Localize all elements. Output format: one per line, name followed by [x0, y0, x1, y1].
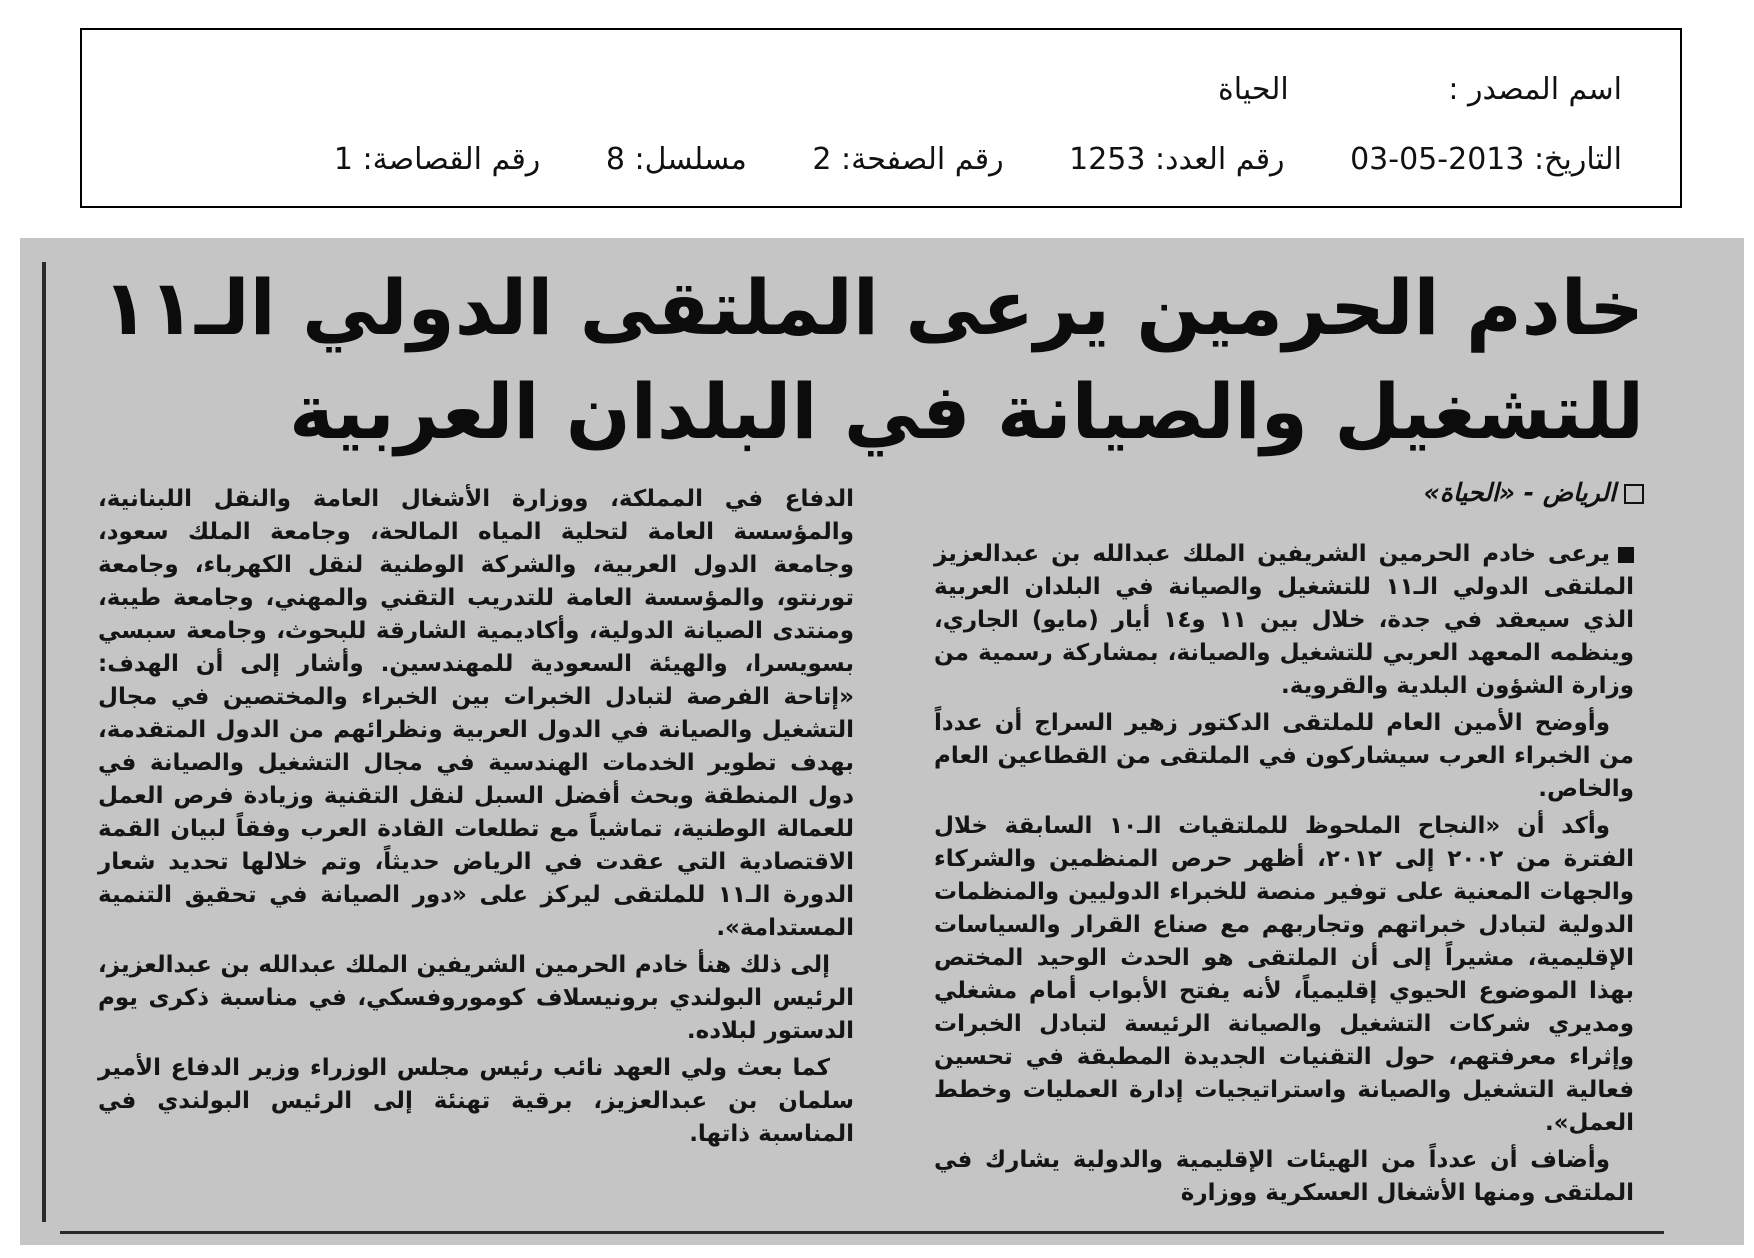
meta-page [812, 142, 1003, 177]
paragraph-text: يرعى خادم الحرمين الشريفين الملك عبدالله بن عبدالعزيز الملتقى الدولي الـ١١ للتشغيل والصيانة في البلدان العربية الذي سيعقد في جدة، خلال بين ١١ و١٤ أيار (مايو) الجاري، وينظمه المعهد العربي للتشغيل والصيانة، بمشاركة رسمية من وزارة الشؤون البلدية والقروية. [934, 541, 1634, 699]
paragraph: كما بعث ولي العهد نائب رئيس مجلس الوزراء وزير الدفاع الأمير سلمان بن عبدالعزيز، برقية تهنئة إلى الرئيس البولندي في المناسبة ذاتها. [98, 1055, 854, 1147]
square-icon [1624, 484, 1644, 504]
headline-line-1: خادم الحرمين يرعى الملتقى الدولي الـ١١ [102, 263, 1644, 352]
article-column-left [98, 483, 854, 1155]
paragraph: وأكد أن «النجاح الملحوظ للملتقيات الـ١٠ السابقة خلال الفترة من ٢٠٠٢ إلى ٢٠١٢، أظهر حرص المنظمين والشركاء والجهات المعنية على توفير منصة للخبراء الدوليين والمنظمات الدولية لتبادل خبراتهم وتجاربهم مع صناع القرار والسياسات الإقليمية، مشيراً إلى أن الملتقى هو الحدث الوحيد المختص بهذا الموضوع الحيوي إقليمياً، لأنه يفتح الأبواب أمام مشغلي ومديري شركات التشغيل والصيانة الرئيسة لتبادل الخبرات وإثراء معرفتهم، حول التقنيات الجديدة المطبقة في تحسين فعالية التشغيل والصيانة واستراتيجيات إدارة العمليات وخطط العمل». [934, 813, 1634, 1136]
paragraph: الدفاع في المملكة، ووزارة الأشغال العامة والنقل اللبنانية، والمؤسسة العامة لتحلية المياه المالحة، وجامعة الملك سعود، وجامعة الدول العربية، والشركة الوطنية لنقل الكهرباء، وجامعة تورنتو، والمؤسسة العامة للتدريب التقني والمهني، وجامعة طيبة، ومنتدى الصيانة الدولية، وأكاديمية الشارقة للبحوث، وجامعة سبسي بسويسرا، والهيئة السعودية للمهندسين. وأشار إلى أن الهدف: «إتاحة الفرصة لتبادل الخبرات بين الخبراء والمختصين في مجال التشغيل والصيانة في الدول العربية ونظرائهم من الدول المتقدمة، بهدف تطوير الخدمات الهندسية في مجال التشغيل والصيانة في دول المنطقة وبحث أفضل السبل لنقل التقنية وزيادة فرص العمل للعمالة الوطنية، تماشياً مع تطلعات القادة العرب وفقاً لبيان القمة الاقتصادية التي عقدت في الرياض حديثاً، وتم خلالها تحديد شعار الدورة الـ١١ للملتقى ليركز على «دور الصيانة في تحقيق التنمية المستدامة». [98, 486, 855, 941]
headline-line-2: للتشغيل والصيانة في البلدان العربية [289, 367, 1644, 456]
bottom-rule [60, 1231, 1664, 1234]
meta-issue [1069, 142, 1284, 177]
paragraph [934, 538, 1634, 703]
column-rule [42, 262, 46, 1222]
paragraph: وأوضح الأمين العام للملتقى الدكتور زهير السراج أن عدداً من الخبراء العرب سيشاركون في الملتقى من القطاعين العام والخاص. [934, 710, 1634, 802]
newspaper-clipping [20, 238, 1744, 1245]
serial-label: مسلسل: [634, 142, 747, 177]
page-label: رقم الصفحة: [841, 142, 1004, 177]
clip-label: رقم القصاصة: [362, 142, 541, 177]
source-value: الحياة [1218, 72, 1289, 107]
article-dateline [1424, 478, 1644, 507]
paragraph: وأضاف أن عدداً من الهيئات الإقليمية والدولية يشارك في الملتقى ومنها الأشغال العسكرية ووزارة [934, 1147, 1634, 1206]
date-value: 2013-05-03 [1350, 142, 1525, 177]
meta-date [1350, 142, 1622, 177]
bullet-square-icon [1618, 547, 1634, 563]
dateline-text: الرياض - «الحياة» [1423, 478, 1616, 507]
meta-line-details [334, 142, 1622, 182]
source-metadata-box [80, 28, 1682, 208]
serial-value: 8 [605, 142, 625, 177]
issue-label: رقم العدد: [1155, 142, 1285, 177]
clip-value: 1 [333, 142, 353, 177]
meta-line-source [1218, 72, 1622, 112]
page-value: 2 [812, 142, 832, 177]
source-label: اسم المصدر : [1448, 72, 1622, 107]
paragraph: إلى ذلك هنأ خادم الحرمين الشريفين الملك عبدالله بن عبدالعزيز، الرئيس البولندي برونيسلاف كوموروفسكي، في مناسبة ذكرى يوم الدستور لبلاده. [98, 952, 854, 1044]
issue-value: 1253 [1069, 142, 1146, 177]
article-headline [102, 256, 1644, 464]
date-label: التاريخ: [1534, 142, 1622, 177]
article-column-right [934, 538, 1634, 1214]
meta-clip [334, 142, 540, 177]
meta-source [1218, 72, 1622, 107]
meta-serial [606, 142, 747, 177]
